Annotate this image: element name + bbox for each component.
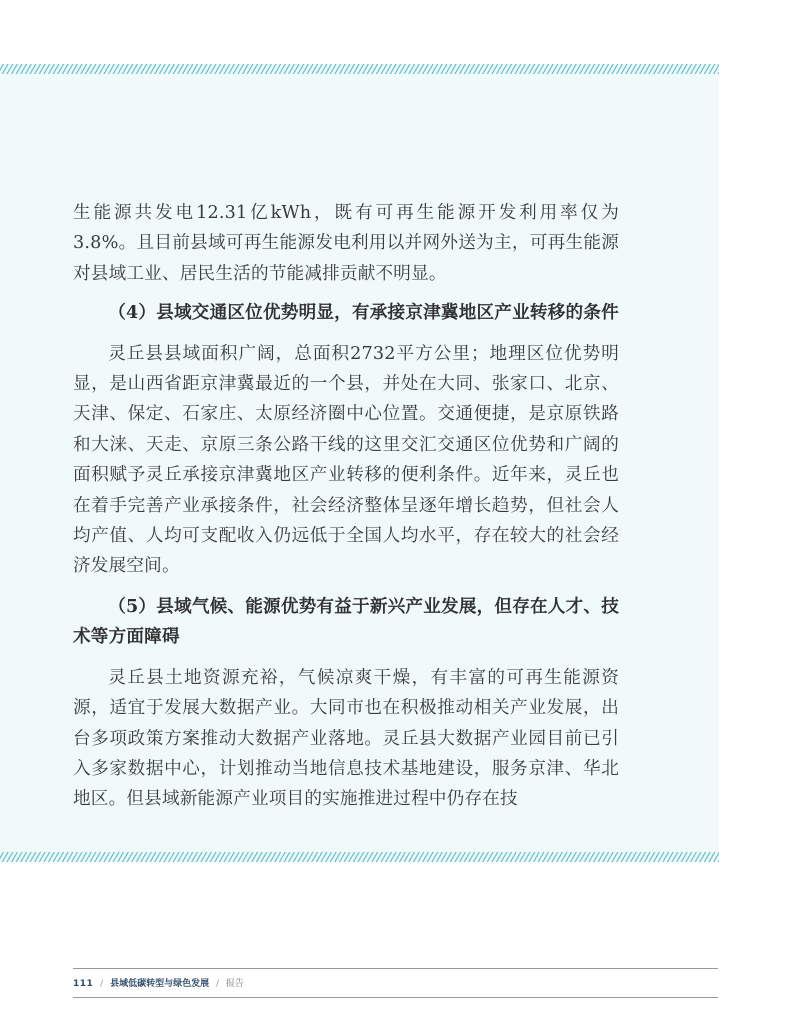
bottom-hatch-border [0,852,719,862]
section-heading-5: （5）县域气候、能源优势有益于新兴产业发展，但存在人才、技术等方面障碍 [73,595,619,648]
footer-separator-1: / [100,979,104,989]
section-5-paragraph: 灵丘县土地资源充裕，气候凉爽干燥，有丰富的可再生能源资源，适宜于发展大数据产业。大同市也在积极推动相关产业发展，出台多项政策方案推动大数据产业落地。灵丘县大数据产业园目前已引入多家数据中心，计划推动当地信息技术基地建设，服务京津、华北地区。但县域新能源产业项目的实施推进过程中仍存在技 [73,667,619,810]
main-text [73,198,619,815]
book-title: 县域低碳转型与绿色发展 [110,979,210,989]
page-footer [73,976,244,992]
footer-separator-2: / [215,979,220,989]
intro-paragraph: 生能源共发电12.31亿kWh，既有可再生能源开发利用率仅为3.8%。且目前县域可再生能源发电利用以并网外送为主，可再生能源对县域工业、居民生活的节能减排贡献不明显。 [73,203,619,284]
section-heading-4: （4）县域交通区位优势明显，有承接京津冀地区产业转移的条件 [108,302,619,324]
top-hatch-border [0,64,719,74]
page-number: 111 [73,979,94,989]
footer-bottom-rule [73,997,718,998]
footer-top-rule [73,968,718,969]
section-4-paragraph: 灵丘县县域面积广阔，总面积2732平方公里；地理区位优势明显，是山西省距京津冀最近的一个县，并处在大同、张家口、北京、天津、保定、石家庄、太原经济圈中心位置。交通便捷，是京原铁路和大涞、天走、京原三条公路干线的这里交汇交通区位优势和广阔的面积赋予灵丘承接京津冀地区产业转移的便利条件。近年来，灵丘也在着手完善产业承接条件，社会经济整体呈逐年增长趋势，但社会人均产值、人均可支配收入仍远低于全国人均水平，存在较大的社会经济发展空间。 [73,343,619,577]
section-label: 报告 [225,979,244,989]
